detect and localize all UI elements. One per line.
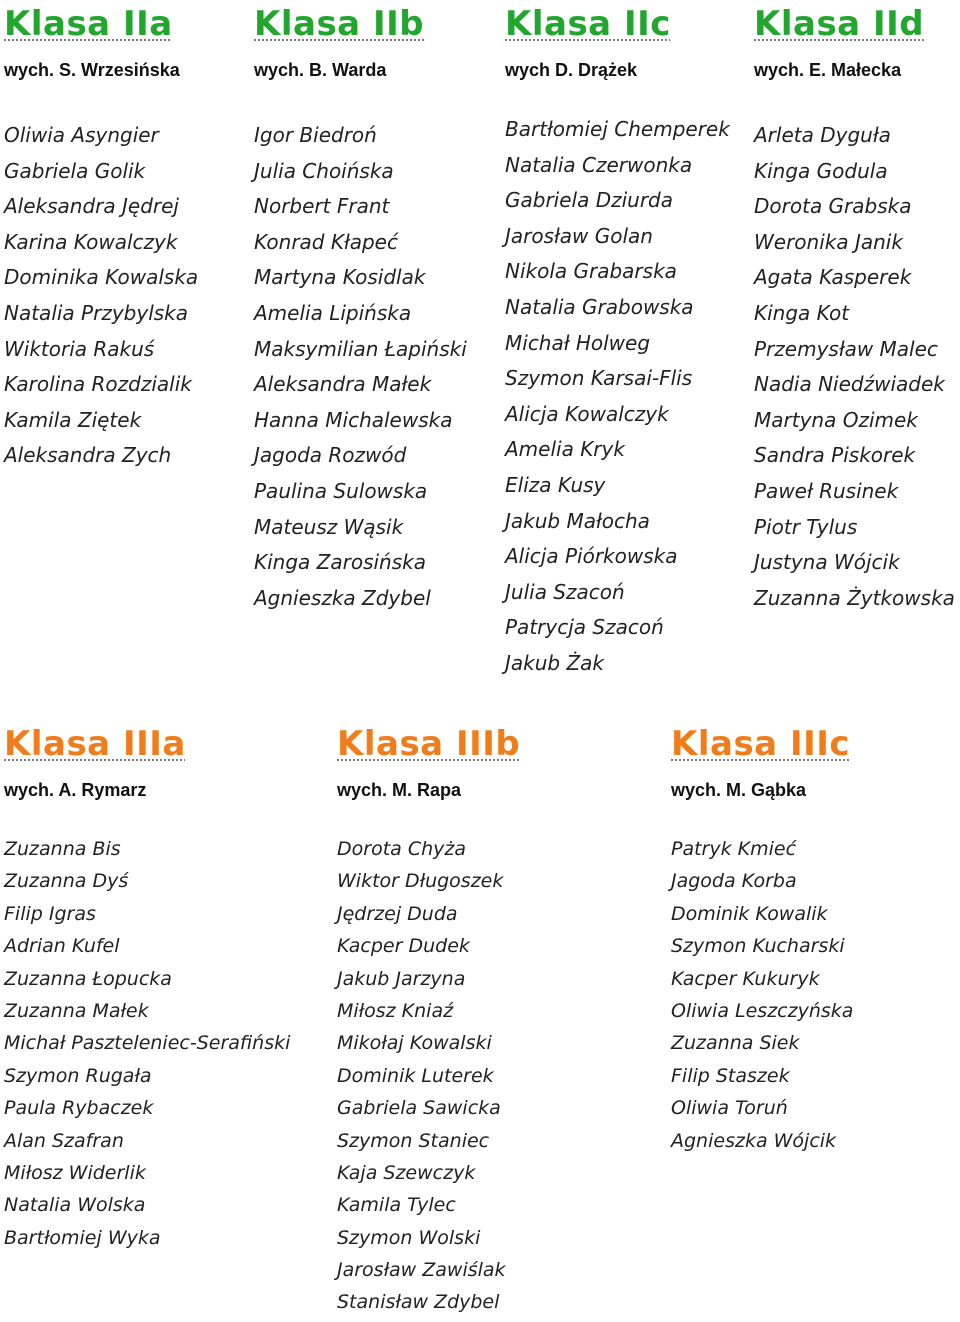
class-column-2c — [505, 4, 730, 682]
student-name: Konrad Kłapeć — [254, 229, 398, 254]
student-name: Natalia Grabowska — [505, 294, 694, 319]
student-name: Natalia Czerwonka — [505, 152, 693, 177]
student-name: Gabriela Golik — [4, 158, 146, 183]
student-name: Dorota Chyża — [337, 838, 466, 860]
student-list — [505, 112, 730, 682]
student-name: Filip Staszek — [671, 1064, 790, 1087]
class-title: Klasa IIIc — [671, 724, 851, 764]
class-teacher: wych. M. Rapa — [337, 780, 462, 800]
student-name: Kinga Godula — [754, 158, 888, 183]
student-name: Karolina Rozdzialik — [4, 372, 192, 397]
student-name: Szymon Kucharski — [671, 935, 845, 958]
student-name: Aleksandra Jędrej — [4, 194, 179, 219]
student-name: Miłosz Widerlik — [4, 1161, 146, 1184]
class-column-3b — [337, 724, 520, 1319]
student-name: Julia Szacoń — [505, 579, 625, 604]
student-name: Norbert Frant — [254, 194, 390, 219]
class-title: Klasa IIa — [4, 4, 173, 44]
student-name: Aleksandra Zych — [4, 443, 172, 468]
student-list — [4, 118, 198, 474]
student-name: Jakub Jarzyna — [337, 967, 466, 990]
student-name: Kacper Dudek — [337, 935, 470, 958]
class-title: Klasa IIIa — [4, 724, 186, 764]
student-name: Bartłomiej Wyka — [4, 1226, 161, 1249]
class-column-3c — [671, 724, 853, 1157]
student-name: Oliwia Asyngier — [4, 123, 159, 147]
student-name: Kinga Zarosińska — [254, 550, 426, 575]
student-name: Michał Holweg — [505, 330, 651, 355]
student-name: Zuzanna Siek — [671, 1032, 800, 1055]
student-name: Jędrzej Duda — [337, 902, 458, 925]
student-list — [754, 118, 955, 616]
student-name: Przemysław Malec — [754, 336, 938, 361]
student-name: Szymon Karsai-Flis — [505, 366, 693, 391]
class-teacher: wych. A. Rymarz — [4, 780, 147, 800]
student-name: Maksymilian Łapiński — [254, 336, 467, 361]
student-name: Kacper Kukuryk — [671, 967, 820, 990]
student-name: Szymon Rugała — [4, 1064, 152, 1087]
class-title: Klasa IIIb — [337, 724, 521, 764]
student-name: Jarosław Golan — [505, 223, 653, 248]
student-name: Szymon Staniec — [337, 1129, 490, 1152]
class-teacher: wych. S. Wrzesińska — [4, 60, 180, 80]
student-name: Paula Rybaczek — [4, 1097, 154, 1120]
student-name: Weronika Janik — [754, 229, 903, 254]
student-name: Oliwia Toruń — [671, 1097, 788, 1120]
student-name: Martyna Ozimek — [754, 407, 918, 432]
student-name: Dominik Luterek — [337, 1064, 494, 1087]
student-name: Igor Biedroń — [254, 123, 377, 147]
student-name: Zuzanna Dyś — [4, 870, 129, 893]
student-name: Agata Kasperek — [754, 265, 912, 290]
student-name: Eliza Kusy — [505, 472, 606, 497]
student-name: Amelia Lipińska — [254, 300, 412, 325]
student-name: Jagoda Korba — [671, 870, 797, 893]
class-teacher: wych. M. Gąbka — [671, 780, 807, 800]
student-name: Mikołaj Kowalski — [337, 1032, 492, 1055]
student-name: Stanisław Zdybel — [337, 1291, 500, 1314]
class-column-3a — [4, 724, 290, 1254]
student-name: Aleksandra Małek — [254, 372, 432, 397]
student-name: Kaja Szewczyk — [337, 1161, 476, 1184]
student-name: Nikola Grabarska — [505, 259, 677, 284]
student-name: Dominika Kowalska — [4, 265, 199, 290]
student-name: Gabriela Dziurda — [505, 188, 674, 213]
student-name: Zuzanna Łopucka — [4, 967, 172, 990]
class-title: Klasa IId — [754, 4, 925, 44]
student-name: Kamila Tylec — [337, 1194, 456, 1217]
student-name: Agnieszka Zdybel — [254, 585, 431, 610]
student-name: Alan Szafran — [4, 1129, 124, 1152]
student-name: Arleta Dyguła — [754, 123, 891, 147]
class-teacher: wych. B. Warda — [254, 60, 387, 80]
student-name: Alicja Kowalczyk — [505, 401, 669, 426]
student-list — [337, 833, 520, 1319]
student-name: Kamila Ziętek — [4, 407, 142, 432]
student-name: Patryk Kmieć — [671, 838, 797, 860]
student-name: Nadia Niedźwiadek — [754, 372, 945, 397]
class-title: Klasa IIb — [254, 4, 425, 44]
student-list — [671, 833, 853, 1157]
student-name: Agnieszka Wójcik — [671, 1129, 837, 1152]
student-name: Natalia Wolska — [4, 1194, 146, 1217]
student-name: Filip Igras — [4, 902, 96, 925]
student-name: Hanna Michalewska — [254, 407, 453, 432]
student-name: Wiktoria Rakuś — [4, 336, 155, 361]
student-name: Mateusz Wąsik — [254, 514, 404, 539]
student-name: Paulina Sulowska — [254, 478, 428, 503]
student-name: Wiktor Długoszek — [337, 870, 504, 893]
student-name: Justyna Wójcik — [754, 550, 900, 575]
student-name: Oliwia Leszczyńska — [671, 999, 854, 1022]
student-name: Alicja Piórkowska — [505, 544, 678, 569]
student-name: Piotr Tylus — [754, 514, 858, 539]
class-title: Klasa IIc — [505, 4, 671, 44]
class-column-2b — [254, 4, 467, 616]
student-name: Dorota Grabska — [754, 194, 912, 219]
student-name: Zuzanna Małek — [4, 999, 149, 1022]
student-name: Paweł Rusinek — [754, 478, 899, 503]
student-name: Jagoda Rozwód — [254, 443, 407, 468]
student-name: Amelia Kryk — [505, 437, 625, 462]
student-name: Miłosz Kniaź — [337, 999, 454, 1022]
student-name: Jarosław Zawiślak — [337, 1259, 506, 1282]
student-name: Gabriela Sawicka — [337, 1097, 501, 1120]
student-name: Karina Kowalczyk — [4, 229, 178, 254]
student-name: Natalia Przybylska — [4, 300, 189, 325]
student-name: Martyna Kosidlak — [254, 265, 426, 290]
class-teacher: wych D. Drążek — [505, 60, 638, 80]
student-name: Jakub Żak — [505, 650, 605, 675]
student-name: Patrycja Szacoń — [505, 615, 664, 640]
student-name: Michał Paszteleniec-Serafiński — [4, 1032, 291, 1055]
student-name: Adrian Kufel — [4, 935, 120, 958]
student-name: Bartłomiej Chemperek — [505, 117, 730, 141]
student-list — [4, 833, 290, 1254]
class-teacher: wych. E. Małecka — [754, 60, 902, 80]
student-name: Zuzanna Żytkowska — [754, 585, 955, 610]
student-name: Dominik Kowalik — [671, 902, 828, 925]
class-column-2a — [4, 4, 198, 474]
class-column-2d — [754, 4, 955, 616]
student-name: Zuzanna Bis — [4, 838, 121, 860]
student-name: Sandra Piskorek — [754, 443, 916, 468]
student-name: Julia Choińska — [254, 158, 394, 183]
student-name: Jakub Małocha — [505, 508, 650, 533]
student-name: Kinga Kot — [754, 300, 850, 325]
student-name: Szymon Wolski — [337, 1226, 481, 1249]
student-list — [254, 118, 467, 616]
